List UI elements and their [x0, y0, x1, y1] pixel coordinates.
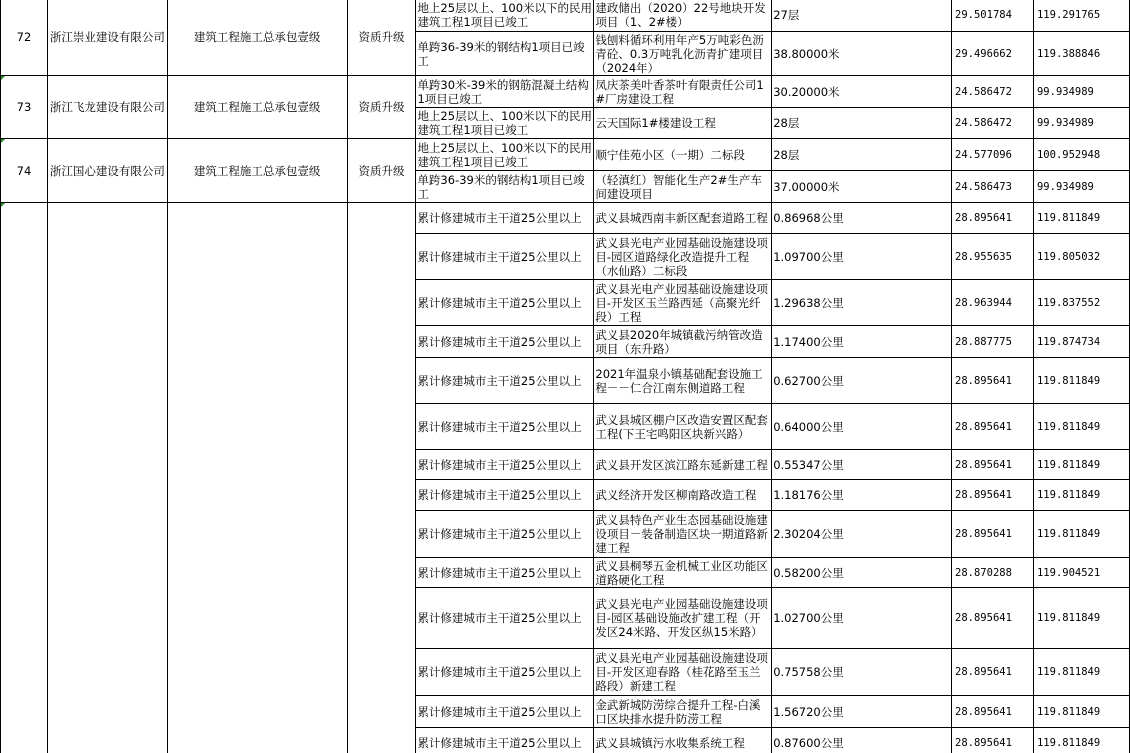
- company-name: [47, 203, 167, 753]
- project-scale: 1.18176公里: [772, 480, 952, 511]
- longitude: 99.934989: [1033, 76, 1129, 108]
- row-number: 72: [1, 0, 48, 76]
- longitude: 119.811849: [1033, 203, 1129, 234]
- project-scale: 28层: [772, 108, 952, 139]
- project-scale: 1.09700公里: [772, 234, 952, 280]
- company-name: 浙江崇业建设有限公司: [47, 0, 167, 76]
- latitude: 24.586472: [952, 76, 1034, 108]
- project-name: 建政储出（2020）22号地块开发项目（1、2#楼）: [594, 0, 772, 32]
- latitude: 24.577096: [952, 139, 1034, 171]
- project-name: 武义经济开发区柳南路改造工程: [594, 480, 772, 511]
- project-name: 武义县光电产业园基础设施建设项目-园区基础设施改扩建工程（开发区24米路、开发区纵15米路）: [594, 588, 772, 649]
- latitude: 28.870288: [952, 558, 1034, 588]
- requirement: 累计修建城市主干道25公里以上: [416, 234, 594, 280]
- longitude: 119.904521: [1033, 558, 1129, 588]
- project-name: 凤庆茶美叶香茶叶有限责任公司1#厂房建设工程: [594, 76, 772, 108]
- project-scale: 1.29638公里: [772, 280, 952, 326]
- latitude: 28.895641: [952, 450, 1034, 480]
- longitude: 119.811849: [1033, 450, 1129, 480]
- project-name: 钱刨料循环利用年产5万吨彩色沥青砼、0.3万吨乳化沥青扩建项目（2024年）: [594, 32, 772, 76]
- latitude: 29.501784: [952, 0, 1034, 32]
- latitude: 28.887775: [952, 326, 1034, 358]
- latitude: 28.895641: [952, 404, 1034, 450]
- requirement: 累计修建城市主干道25公里以上: [416, 326, 594, 358]
- project-scale: 30.20000米: [772, 76, 952, 108]
- project-name: 武义县城西南丰新区配套道路工程: [594, 203, 772, 234]
- application-type: 资质升级: [347, 0, 416, 76]
- requirement: 累计修建城市主干道25公里以上: [416, 480, 594, 511]
- longitude: 119.388846: [1033, 32, 1129, 76]
- longitude: 119.874734: [1033, 326, 1129, 358]
- cell-marker: [1, 76, 5, 80]
- requirement: 累计修建城市主干道25公里以上: [416, 358, 594, 404]
- qualification: 建筑工程施工总承包壹级: [167, 0, 347, 76]
- project-name: 武义县2020年城镇截污纳管改造项目（东升路）: [594, 326, 772, 358]
- project-scale: 1.56720公里: [772, 696, 952, 728]
- longitude: 99.934989: [1033, 108, 1129, 139]
- project-name: 武义县光电产业园基础设施建设项目-园区道路绿化改造提升工程（水仙路）二标段: [594, 234, 772, 280]
- project-scale: 1.02700公里: [772, 588, 952, 649]
- longitude: 119.811849: [1033, 649, 1129, 696]
- requirement: 累计修建城市主干道25公里以上: [416, 280, 594, 326]
- row-number: 73: [1, 76, 48, 139]
- project-scale: 0.58200公里: [772, 558, 952, 588]
- requirement: 单跨36-39米的钢结构1项目已竣工: [416, 171, 594, 203]
- project-name: （轻滇红）智能化生产2#生产车间建设项目: [594, 171, 772, 203]
- requirement: 地上25层以上、100米以下的民用建筑工程1项目已竣工: [417, 109, 593, 137]
- latitude: 28.895641: [952, 358, 1034, 404]
- requirement: 累计修建城市主干道25公里以上: [416, 511, 594, 558]
- project-scale: 0.62700公里: [772, 358, 952, 404]
- longitude: 119.811849: [1033, 696, 1129, 728]
- project-scale: 0.87600公里: [772, 728, 952, 753]
- latitude: 28.895641: [952, 728, 1034, 753]
- latitude: 29.496662: [952, 32, 1034, 76]
- project-scale: 2.30204公里: [772, 511, 952, 558]
- project-scale: 0.86968公里: [772, 203, 952, 234]
- requirement: 地上25层以上、100米以下的民用建筑工程1项目已竣工: [417, 140, 593, 169]
- latitude: 28.895641: [952, 480, 1034, 511]
- project-scale: 28层: [772, 139, 952, 171]
- project-scale: 27层: [772, 0, 952, 32]
- cell-marker: [1, 139, 5, 143]
- latitude: 28.955635: [952, 234, 1034, 280]
- project-scale: 0.64000公里: [772, 404, 952, 450]
- requirement: 单跨30米-39米的钢筋混凝土结构1项目已竣工: [416, 76, 594, 108]
- project-scale: 0.55347公里: [772, 450, 952, 480]
- requirement: 单跨36-39米的钢结构1项目已竣工: [416, 32, 594, 76]
- qualification: 建筑工程施工总承包壹级: [167, 139, 347, 203]
- requirement: 累计修建城市主干道25公里以上: [416, 696, 594, 728]
- requirement: 地上25层以上、100米以下的民用建筑工程1项目已竣工: [416, 0, 594, 32]
- table-row: [1, 139, 1130, 171]
- requirement: 累计修建城市主干道25公里以上: [416, 649, 594, 696]
- qualification: 建筑工程施工总承包壹级: [167, 76, 347, 139]
- table-row: [1, 203, 1130, 234]
- latitude: 28.895641: [952, 203, 1034, 234]
- requirement: 累计修建城市主干道25公里以上: [416, 203, 594, 234]
- project-scale: 1.17400公里: [772, 326, 952, 358]
- latitude: 28.963944: [952, 280, 1034, 326]
- project-name: 武义县特色产业生态园基础设施建设项目－装备制造区块一期道路新建工程: [594, 511, 772, 558]
- project-name: 武义县开发区滨江路东延新建工程: [594, 450, 772, 480]
- table-row: [1, 76, 1130, 108]
- company-name: 浙江国心建设有限公司: [47, 139, 167, 203]
- project-name: 云天国际1#楼建设工程: [594, 108, 772, 139]
- longitude: 99.934989: [1033, 171, 1129, 203]
- longitude: 119.811849: [1033, 358, 1129, 404]
- company-name: 浙江飞龙建设有限公司: [47, 76, 167, 139]
- row-number: 74: [1, 139, 48, 203]
- longitude: 119.837552: [1033, 280, 1129, 326]
- requirement: 累计修建城市主干道25公里以上: [416, 558, 594, 588]
- longitude: 119.805032: [1033, 234, 1129, 280]
- cell-marker: [1, 203, 5, 207]
- latitude: 28.895641: [952, 588, 1034, 649]
- qualification: [167, 203, 347, 753]
- row-number: [1, 203, 48, 753]
- project-name: 2021年温泉小镇基础配套设施工程－－仁合江南东侧道路工程: [594, 358, 772, 404]
- longitude: 119.811849: [1033, 511, 1129, 558]
- project-scale: 0.75758公里: [772, 649, 952, 696]
- latitude: 28.895641: [952, 696, 1034, 728]
- project-name: 武义县光电产业园基础设施建设项目-开发区迎春路（桂花路至玉兰路段）新建工程: [594, 649, 772, 696]
- project-name: 武义县光电产业园基础设施建设项目-开发区玉兰路西延（高聚光纤段）工程: [594, 280, 772, 326]
- latitude: 24.586472: [952, 108, 1034, 139]
- requirement: 累计修建城市主干道25公里以上: [416, 728, 594, 753]
- longitude: 119.811849: [1033, 480, 1129, 511]
- application-type: 资质升级: [347, 76, 416, 139]
- longitude: 100.952948: [1033, 139, 1129, 171]
- latitude: 24.586473: [952, 171, 1034, 203]
- longitude: 119.811849: [1033, 588, 1129, 649]
- longitude: 119.811849: [1033, 728, 1129, 753]
- requirement: 累计修建城市主干道25公里以上: [416, 404, 594, 450]
- application-type: [347, 203, 416, 753]
- requirement: 累计修建城市主干道25公里以上: [416, 588, 594, 649]
- longitude: 119.291765: [1033, 0, 1129, 32]
- requirement: 累计修建城市主干道25公里以上: [416, 450, 594, 480]
- project-name: 金武新城防涝综合提升工程-白溪口区块排水提升防涝工程: [594, 696, 772, 728]
- latitude: 28.895641: [952, 649, 1034, 696]
- project-scale: 38.80000米: [772, 32, 952, 76]
- project-scale: 37.00000米: [772, 171, 952, 203]
- latitude: 28.895641: [952, 511, 1034, 558]
- project-name: 顺宁佳苑小区（一期）二标段: [594, 139, 772, 171]
- project-name: 武义县城镇污水收集系统工程: [594, 728, 772, 753]
- longitude: 119.811849: [1033, 404, 1129, 450]
- application-type: 资质升级: [347, 139, 416, 203]
- project-name: 武义县城区棚户区改造安置区配套工程(下王宅鸣阳区块新兴路）: [594, 404, 772, 450]
- table-row: [1, 0, 1130, 32]
- project-name: 武义县桐琴五金机械工业区功能区道路硬化工程: [594, 558, 772, 588]
